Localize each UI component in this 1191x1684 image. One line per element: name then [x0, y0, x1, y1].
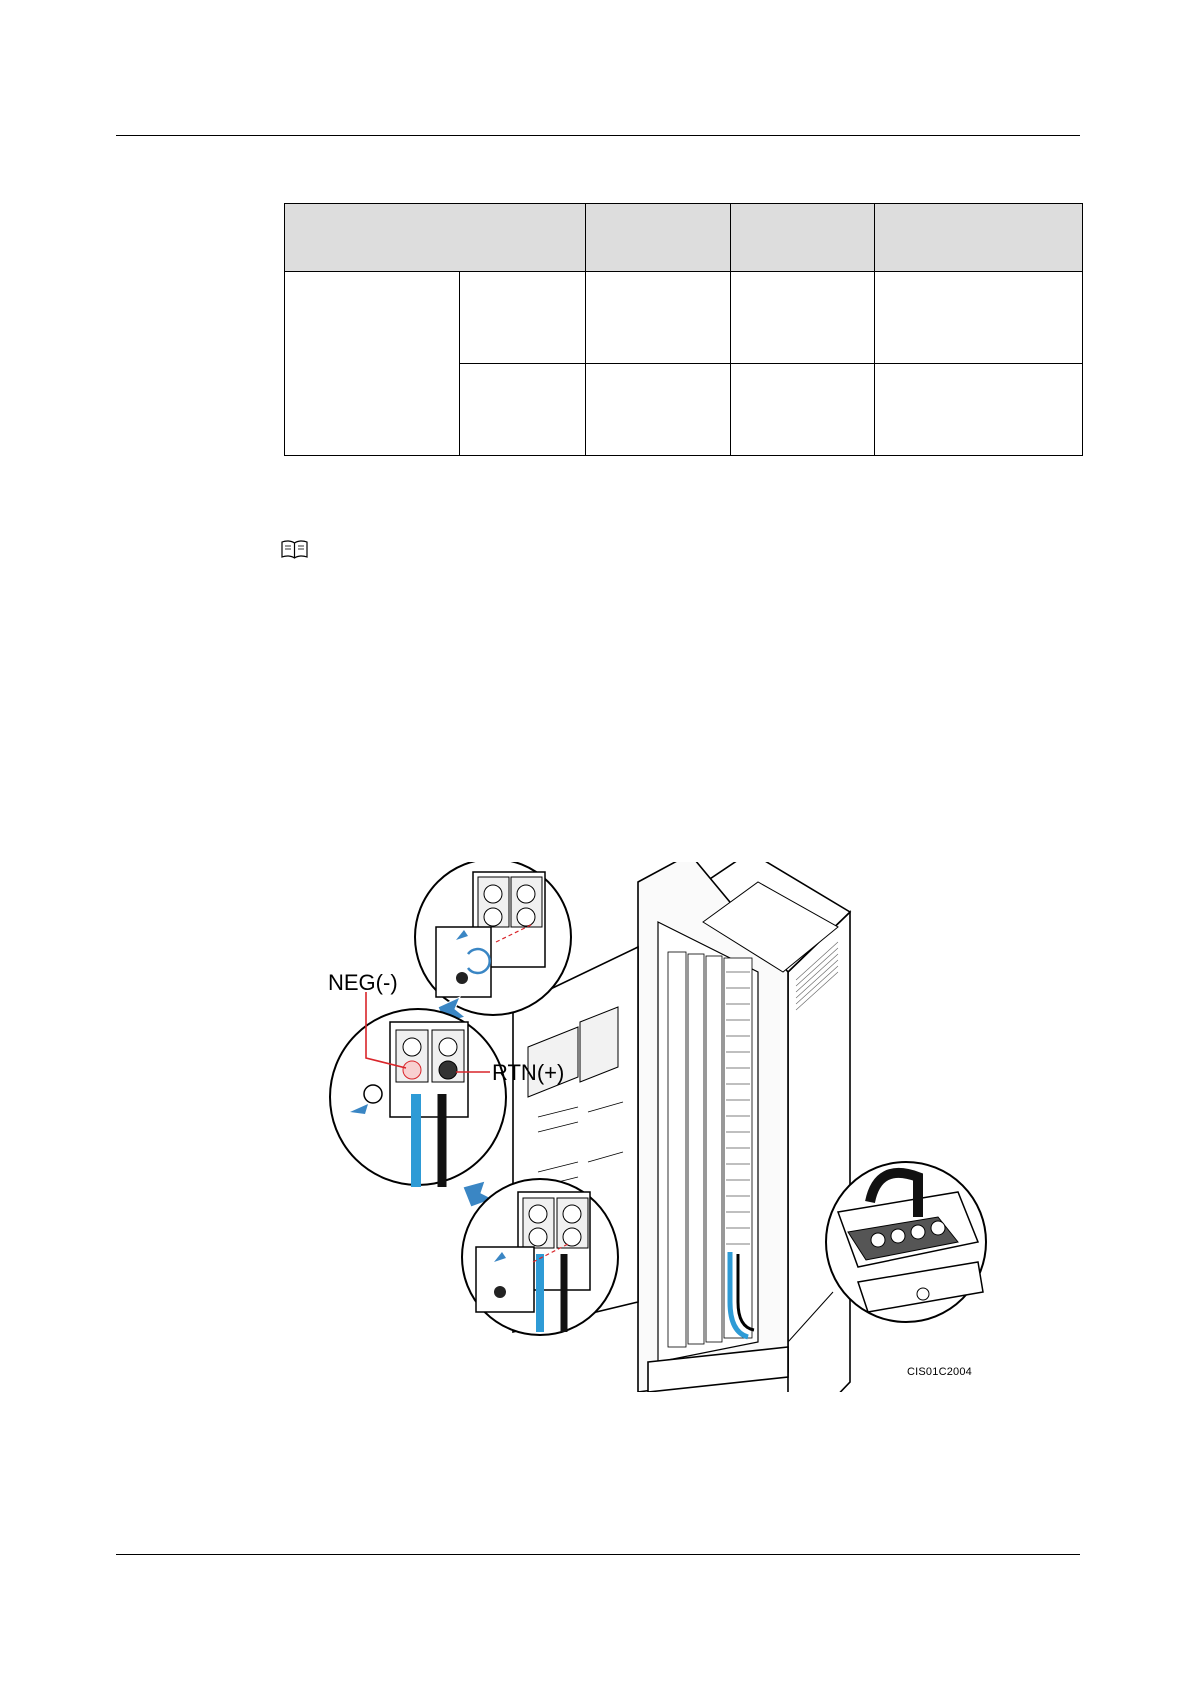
- detail-circle-bottom: [462, 1179, 618, 1335]
- table-header-cell: [731, 204, 875, 272]
- specification-table: [284, 203, 1083, 456]
- detail-circle-top: [415, 862, 571, 1015]
- table-cell: [460, 364, 586, 456]
- table-cell: [460, 272, 586, 364]
- table-cell: [586, 272, 731, 364]
- detail-circle-cable-inlet: [826, 1162, 986, 1322]
- table-row: [285, 272, 1083, 364]
- cabinet-power-cable-figure: [318, 862, 1008, 1392]
- table-cell: [731, 272, 875, 364]
- table-header-row: [285, 204, 1083, 272]
- table-cell: [875, 272, 1083, 364]
- header-rule: [116, 135, 1080, 136]
- table-header-cell: [875, 204, 1083, 272]
- table-header-cell: [586, 204, 731, 272]
- figure-code: CIS01C2004: [907, 1366, 972, 1378]
- detail-circle-middle: [330, 1009, 506, 1187]
- table-cell: [731, 364, 875, 456]
- table-cell: [285, 272, 460, 456]
- neg-label: NEG(-): [328, 970, 398, 995]
- rtn-label: RTN(+): [492, 1060, 565, 1085]
- table-cell: [875, 364, 1083, 456]
- table-header-cell: [285, 204, 586, 272]
- table-cell: [586, 364, 731, 456]
- footer-rule: [116, 1554, 1080, 1555]
- book-icon: [280, 539, 309, 559]
